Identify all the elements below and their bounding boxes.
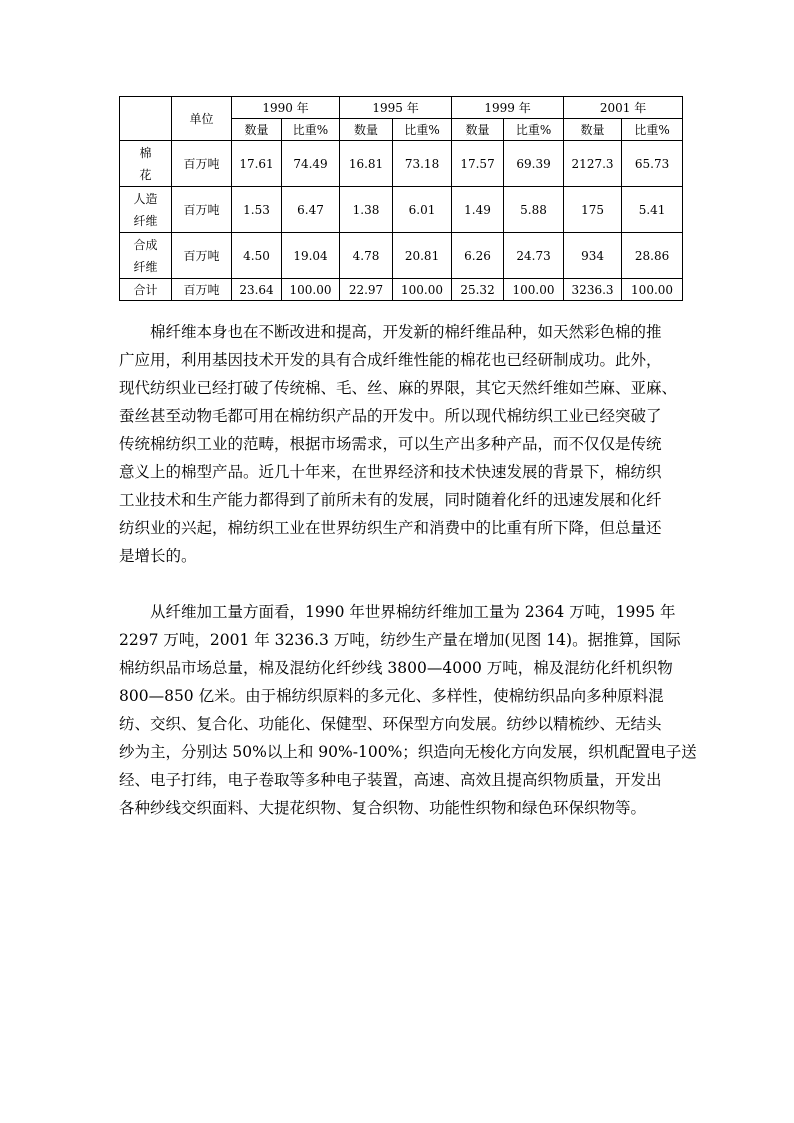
share-header: 比重% bbox=[504, 119, 564, 141]
year-header: 2001 年 bbox=[564, 97, 683, 119]
paragraph-line: 广应用，利用基因技术开发的具有合成纤维性能的棉花也已经研制成功。此外， bbox=[119, 351, 662, 369]
value-cell: 4.78 bbox=[340, 233, 393, 279]
value-cell: 100.00 bbox=[504, 279, 564, 301]
qty-header: 数量 bbox=[564, 119, 622, 141]
paragraph-line: 经、电子打纬，电子卷取等多种电子装置，高速、高效且提高织物质量，开发出 bbox=[119, 771, 662, 789]
value-cell: 28.86 bbox=[622, 233, 683, 279]
value-cell: 74.49 bbox=[282, 141, 340, 187]
qty-header: 数量 bbox=[232, 119, 282, 141]
value-cell: 23.64 bbox=[232, 279, 282, 301]
value-cell: 100.00 bbox=[282, 279, 340, 301]
value-cell: 17.61 bbox=[232, 141, 282, 187]
value-cell: 20.81 bbox=[393, 233, 452, 279]
table-total-row bbox=[120, 279, 683, 301]
row-label-line: 花 bbox=[139, 167, 152, 182]
value-cell: 65.73 bbox=[622, 141, 683, 187]
unit-cell: 百万吨 bbox=[172, 187, 232, 233]
row-label bbox=[120, 141, 172, 187]
value-cell: 1.49 bbox=[452, 187, 504, 233]
row-label bbox=[120, 233, 172, 279]
paragraph-line: 是增长的。 bbox=[119, 547, 197, 565]
paragraph-line: 800—850 亿米。由于棉纺织原料的多元化、多样性，使棉纺织品向多种原料混 bbox=[119, 687, 664, 705]
year-header: 1995 年 bbox=[340, 97, 452, 119]
table-row bbox=[120, 233, 683, 279]
value-cell: 5.88 bbox=[504, 187, 564, 233]
value-cell: 1.53 bbox=[232, 187, 282, 233]
value-cell: 175 bbox=[564, 187, 622, 233]
value-cell: 25.32 bbox=[452, 279, 504, 301]
row-label-line: 棉 bbox=[139, 145, 152, 160]
table-row bbox=[120, 187, 683, 233]
fiber-statistics-table bbox=[119, 96, 683, 301]
value-cell: 2127.3 bbox=[564, 141, 622, 187]
table-header-row bbox=[120, 97, 683, 119]
year-header: 1990 年 bbox=[232, 97, 340, 119]
value-cell: 6.01 bbox=[393, 187, 452, 233]
value-cell: 100.00 bbox=[622, 279, 683, 301]
value-cell: 6.47 bbox=[282, 187, 340, 233]
value-cell: 22.97 bbox=[340, 279, 393, 301]
value-cell: 3236.3 bbox=[564, 279, 622, 301]
paragraph-line: 现代纺织业已经打破了传统棉、毛、丝、麻的界限，其它天然纤维如苎麻、亚麻、 bbox=[119, 379, 678, 397]
paragraph-line: 2297 万吨，2001 年 3236.3 万吨，纺纱生产量在增加(见图 14)。据推算，国际 bbox=[119, 631, 681, 649]
row-label-line: 人造 bbox=[133, 191, 158, 206]
total-label: 合计 bbox=[120, 279, 172, 301]
paragraph-line: 从纤维加工量方面看，1990 年世界棉纺纤维加工量为 2364 万吨，1995 年 bbox=[150, 603, 676, 621]
value-cell: 24.73 bbox=[504, 233, 564, 279]
value-cell: 69.39 bbox=[504, 141, 564, 187]
value-cell: 100.00 bbox=[393, 279, 452, 301]
paragraph-line: 棉纤维本身也在不断改进和提高，开发新的棉纤维品种，如天然彩色棉的推 bbox=[150, 323, 662, 341]
share-header: 比重% bbox=[393, 119, 452, 141]
row-label-line: 纤维 bbox=[133, 259, 158, 274]
qty-header: 数量 bbox=[452, 119, 504, 141]
paragraph-line: 意义上的棉型产品。近几十年来，在世界经济和技术快速发展的背景下，棉纺织 bbox=[119, 463, 662, 481]
value-cell: 1.38 bbox=[340, 187, 393, 233]
value-cell: 17.57 bbox=[452, 141, 504, 187]
corner-cell bbox=[120, 97, 172, 141]
row-label bbox=[120, 187, 172, 233]
paragraph-line: 各种纱线交织面料、大提花织物、复合织物、功能性织物和绿色环保织物等。 bbox=[119, 799, 647, 817]
row-label-line: 合成 bbox=[133, 237, 158, 252]
paragraph-line: 蚕丝甚至动物毛都可用在棉纺织产品的开发中。所以现代棉纺织工业已经突破了 bbox=[119, 407, 662, 425]
value-cell: 934 bbox=[564, 233, 622, 279]
unit-cell: 百万吨 bbox=[172, 279, 232, 301]
unit-cell: 百万吨 bbox=[172, 233, 232, 279]
paragraph-line: 工业技术和生产能力都得到了前所未有的发展，同时随着化纤的迅速发展和化纤 bbox=[119, 491, 662, 509]
value-cell: 5.41 bbox=[622, 187, 683, 233]
paragraph bbox=[119, 598, 697, 822]
paragraph-line: 纺织业的兴起，棉纺织工业在世界纺织生产和消费中的比重有所下降，但总量还 bbox=[119, 519, 662, 537]
table-row bbox=[120, 141, 683, 187]
share-header: 比重% bbox=[282, 119, 340, 141]
unit-cell: 百万吨 bbox=[172, 141, 232, 187]
unit-header: 单位 bbox=[172, 97, 232, 141]
row-label-line: 纤维 bbox=[133, 213, 158, 228]
value-cell: 6.26 bbox=[452, 233, 504, 279]
value-cell: 4.50 bbox=[232, 233, 282, 279]
paragraph-line: 传统棉纺织工业的范畴，根据市场需求，可以生产出多种产品，而不仅仅是传统 bbox=[119, 435, 662, 453]
paragraph bbox=[119, 318, 681, 570]
value-cell: 73.18 bbox=[393, 141, 452, 187]
paragraph-line: 纺、交织、复合化、功能化、保健型、环保型方向发展。纺纱以精梳纱、无结头 bbox=[119, 715, 662, 733]
share-header: 比重% bbox=[622, 119, 683, 141]
value-cell: 16.81 bbox=[340, 141, 393, 187]
year-header: 1999 年 bbox=[452, 97, 564, 119]
paragraph-line: 纱为主，分别达 50%以上和 90%-100%；织造向无梭化方向发展，织机配置电子送 bbox=[119, 743, 697, 761]
qty-header: 数量 bbox=[340, 119, 393, 141]
value-cell: 19.04 bbox=[282, 233, 340, 279]
paragraph-line: 棉纺织品市场总量，棉及混纺化纤纱线 3800—4000 万吨，棉及混纺化纤机织物 bbox=[119, 659, 673, 677]
